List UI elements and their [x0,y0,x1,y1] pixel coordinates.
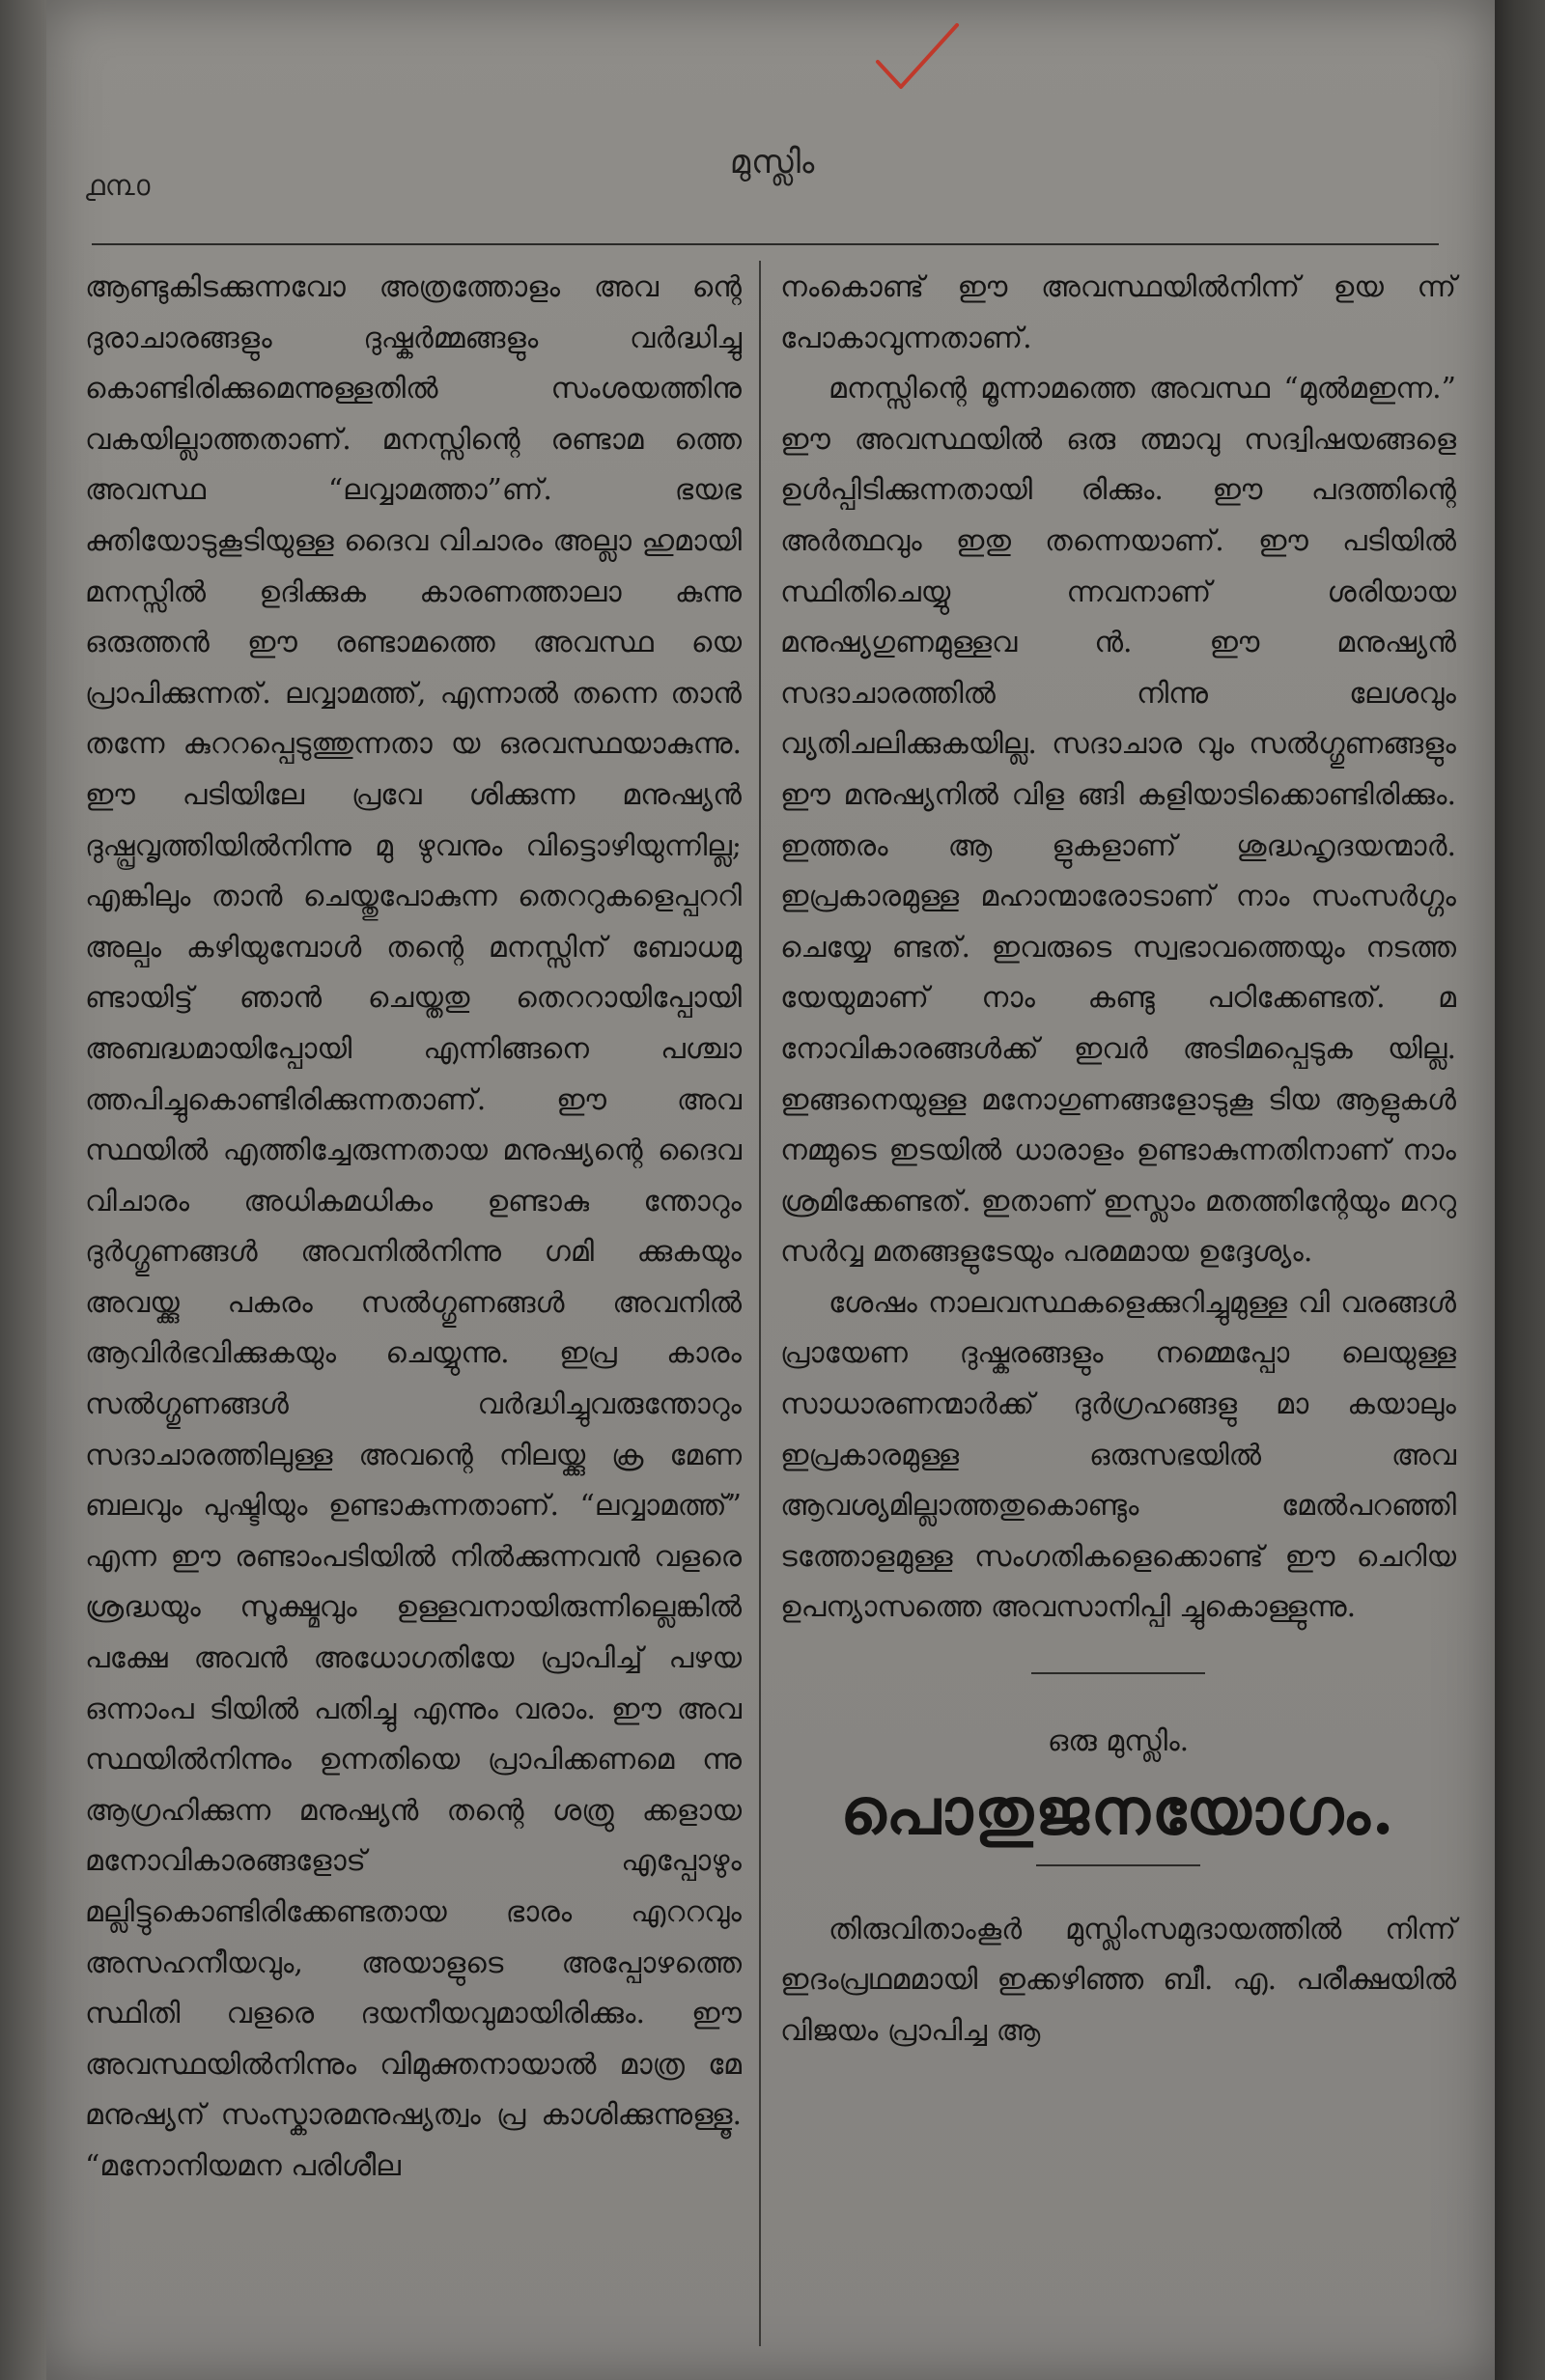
left-column [85,263,742,2193]
right-paragraph-3: ശേഷം നാലവസ്ഥകളെക്കുറിച്ചുമുള്ള വി വരങ്ങൾ പ്രായേണ ദുഷ്കരങ്ങളും നമ്മെപ്പോ ലെയുള്ള സാധാരണന്മാർക്ക് ദുർഗ്രഹങ്ങളു മാ കയാലും ഇപ്രകാരമുള്ള ഒരുസഭയിൽ അവ ആവശ്യമില്ലാത്തതുകൊണ്ടും മേൽപറഞ്ഞി ടത്തോളമുള്ള സംഗതികളെക്കൊണ്ട് ഈ ചെറിയ ഉപന്യാസത്തെ അവസാനിപ്പി ച്ചുകൊള്ളുന്നു. [780,1285,1456,1625]
right-column [780,263,1456,2057]
left-paragraph-1: ആണ്ടുകിടക്കുന്നവോ അത്രത്തോളം അവ ന്റെ ദുരാചാരങ്ങളും ദുഷ്കർമ്മങ്ങളും വർദ്ധിച്ചു കൊണ്ടിരിക്കുമെന്നുള്ളതിൽ സംശയത്തിനു വകയില്ലാത്തതാണ്. മനസ്സിന്റെ രണ്ടാമ ത്തെ അവസ്ഥ “ലവ്വാമത്താ”ണ്. ഭയഭ ക്തിയോടുകൂടിയുള്ള ദൈവ വിചാരം അല്ലാ ഹുമായി മനസ്സിൽ ഉദിക്കുക കാരണത്താലാ കുന്നു ഒരുത്തൻ ഈ രണ്ടാമത്തെ അവസ്ഥ യെ പ്രാപിക്കുന്നത്. ലവ്വാമത്ത്, എന്നാൽ തന്നെ താൻ തന്നേ കുററപ്പെടുത്തുന്നതാ യ ഒരവസ്ഥയാകുന്നു. ഈ പടിയിലേ പ്രവേ ശിക്കുന്ന മനുഷ്യൻ ദുഷ്പ്രവൃത്തിയിൽനിന്നു മു ഴുവനും വിട്ടൊഴിയുന്നില്ല; എങ്കിലും താൻ ചെയ്തുപോകുന്ന തെററുകളെപ്പററി അല്പം കഴിയുമ്പോൾ തന്റെ മനസ്സിന് ബോധമു ണ്ടായിട്ട് ഞാൻ ചെയ്തതു തെററായിപ്പോയി അബദ്ധമായിപ്പോയി എന്നിങ്ങനെ പശ്ചാ ത്തപിച്ചുകൊണ്ടിരിക്കുന്നതാണ്. ഈ അവ സ്ഥയിൽ എത്തിച്ചേരുന്നതായ മനുഷ്യന്റെ ദൈവ വിചാരം അധികമധികം ഉണ്ടാകു ന്തോറും ദുർഗ്ഗുണങ്ങൾ അവനിൽനിന്നു ഗമി ക്കുകയും അവയ്ക്കു പകരം സൽഗ്ഗുണങ്ങൾ അവനിൽ ആവിർഭവിക്കുകയും ചെയ്യുന്നു. ഇപ്ര കാരം സൽഗ്ഗുണങ്ങൾ വർദ്ധിച്ചുവരുന്തോറും സദാചാരത്തിലുള്ള അവന്റെ നിലയ്ക്കു ക്ര മേണ ബലവും പുഷ്ടിയും ഉണ്ടാകുന്നതാണ്. “ലവ്വാമത്ത്” എന്ന ഈ രണ്ടാംപടിയിൽ നിൽക്കുന്നവൻ വളരെ ശ്രദ്ധയും സൂക്ഷ്മവും ഉള്ളവനായിരുന്നില്ലെങ്കിൽ പക്ഷേ അവൻ അധോഗതിയേ പ്രാപിച്ച് പഴയ ഒന്നാംപ ടിയിൽ പതിച്ചു എന്നും വരാം. ഈ അവ സ്ഥയിൽനിന്നും ഉന്നതിയെ പ്രാപിക്കണമെ ന്നു ആഗ്രഹിക്കുന്ന മനുഷ്യൻ തന്റെ ശത്രു ക്കളായ മനോവികാരങ്ങളോട് എപ്പോഴും മല്ലിട്ടുകൊണ്ടിരിക്കേണ്ടതായ ഭാരം എററവും അസഹനീയവും, അയാളുടെ അപ്പോഴത്തെ സ്ഥിതി വളരെ ദയനീയവുമായിരിക്കും. ഈ അവസ്ഥയിൽനിന്നും വിമുക്തനായാൽ മാത്ര മേ മനുഷ്യന് സംസ്കാരമനുഷ്യത്വം പ്ര കാശിക്കുന്നുള്ളൂ. “മനോനിയമന പരിശീല [85,270,742,2183]
section-title: പൊതുജനയോഗം. [840,1773,1396,1849]
page-number: ൧൩൦ [85,169,151,203]
section-divider [1031,1672,1205,1674]
left-margin-strip [0,0,46,2380]
header-rule [92,243,1439,245]
section-paragraph: തിരുവിതാംകൂർ മുസ്ലിംസമുദായത്തിൽ നിന്ന് ഇദംപ്രഥമമായി ഇക്കഴിഞ്ഞ ബീ. എ. പരീക്ഷയിൽ വിജയം പ്രാപിച്ച ആ [780,1912,1456,2048]
right-paragraph-2: മനസ്സിന്റെ മൂന്നാമത്തെ അവസ്ഥ “മുൽമഇന്ന.” ഈ അവസ്ഥയിൽ ഒരു ത്മാവു സദ്വിഷയങ്ങളെ ഉൾപ്പിടിക്കുന്നതായി രിക്കും. ഈ പദത്തിന്റെ അർത്ഥവും ഇതു തന്നെയാണ്. ഈ പടിയിൽ സ്ഥിതിചെയ്യു ന്നവനാണ് ശരിയായ മനുഷ്യഗുണമുള്ളവ ൻ. ഈ മനുഷ്യൻ സദാചാരത്തിൽ നിന്നു ലേശവും വ്യതിചലിക്കുകയില്ല. സദാചാര വും സൽഗ്ഗുണങ്ങളും ഈ മനുഷ്യനിൽ വിള ങ്ങി കളിയാടിക്കൊണ്ടിരിക്കും. ഇത്തരം ആ ളുകളാണ് ശുദ്ധഹൃദയന്മാർ. ഇപ്രകാരമുള്ള മഹാന്മാരോടാണ് നാം സംസർഗ്ഗം ചെയ്യേ ണ്ടത്. ഇവരുടെ സ്വഭാവത്തെയും നടത്ത യേയുമാണ് നാം കണ്ടു പഠിക്കേണ്ടത്. മ നോവികാരങ്ങൾക്ക് ഇവർ അടിമപ്പെടുക യില്ല. ഇങ്ങനെയുള്ള മനോഗുണങ്ങളോടുകൂ ടിയ ആളുകൾ നമ്മുടെ ഇടയിൽ ധാരാളം ഉണ്ടാകുന്നതിനാണ് നാം ശ്രമിക്കേണ്ടത്. ഇതാണ് ഇസ്ലാം മതത്തിന്റേയും മററു സർവ്വ മതങ്ങളുടേയും പരമമായ ഉദ്ദേശ്യം. [780,372,1456,1270]
author-byline: ഒരു മുസ്ലിം. [1047,1724,1190,1759]
red-check-mark [874,21,961,98]
column-divider [759,261,761,2346]
title-divider [1036,1864,1200,1866]
book-spine-edge [1495,0,1545,2380]
right-paragraph-1: നംകൊണ്ട് ഈ അവസ്ഥയിൽനിന്ന് ഉയ ന്ന് പോകാവുന്നതാണ്. [780,270,1456,355]
running-head: മുസ്ലിം [729,143,816,182]
